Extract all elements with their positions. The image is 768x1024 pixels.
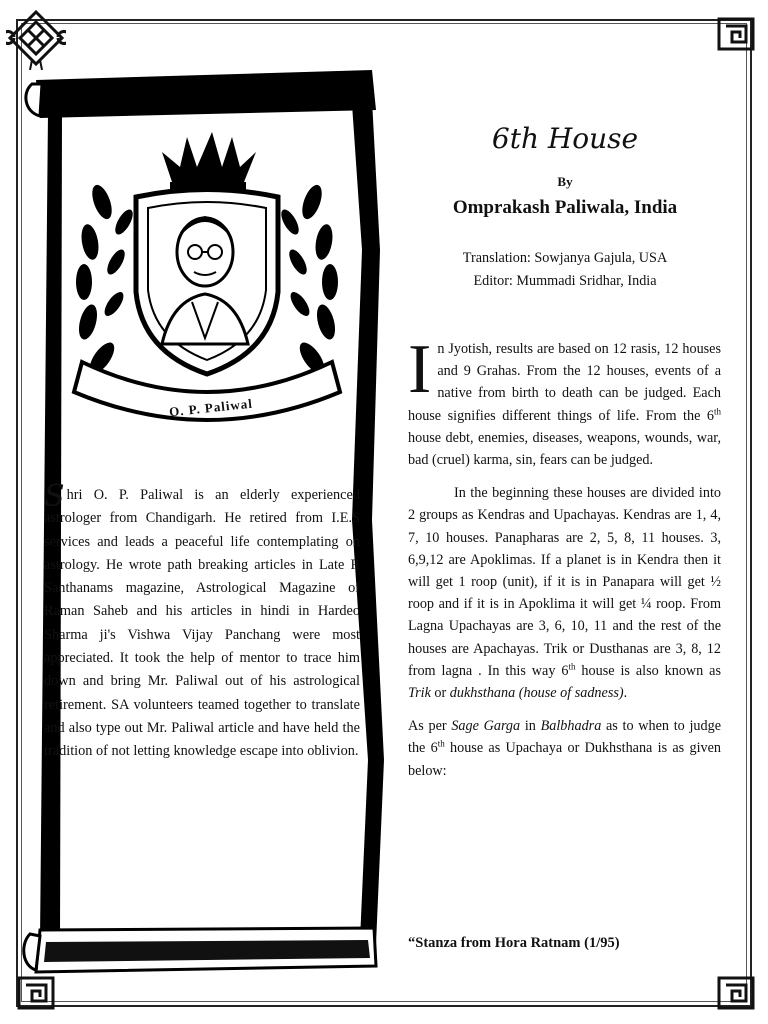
byline-label: By: [557, 174, 573, 189]
author-bio: [44, 479, 360, 764]
paragraph-1: In Jyotish, results are based on 12 rasis, 12 houses and 9 Grahas. From the 12 houses, events of a native from birth to death can be judged. Each house signifies different things of life. From the 6th house debt, enemies, diseases, weapons, wounds, war, bad (cruel) karma, sin, fears can be judged.: [408, 331, 721, 469]
greek-key-ornament-icon: [716, 16, 756, 52]
bio-text: hri O. P. Paliwal is an elderly experienced astrologer from Chandigarh. He retired from I.E.S services and leads a peaceful life contemplating on astrology. He wrote path breaking articles in Late R Santhanams magazine, Astrological Magazine of Raman Saheb and his articles in hindi in Hardeo Sharma ji's Vishwa Vijay Panchang were most appreciated. It took the help of mentor to trace him down and bring Mr. Paliwal out of his astrological retirement. SA volunteers teamed together to translate and also type out Mr. Paliwal article and have held the tradition of not letting knowledge escape into oblivion.: [44, 487, 360, 760]
article-author: Omprakash Paliwala, India: [452, 197, 678, 218]
paragraph-2: In the beginning these houses are divided into 2 groups as Kendras and Upachayas. Kendras are 1, 4, 7, 10 houses. Panapharas are 2, 5, 8, 11 houses. 3, 6,9,12 are Apoklimas. If a planet is in Kendra then it will get 1 roop (unit), if it is in Panapara will get ½ roop and if it is in Apoklima it will get ¼ roop. From Lagna Upachayas are 3, 6, 10, 11 and the rest of the houses are Apachayas. Trik or Dusthanas are 3, 8, 12 from lagna . In this way 6th house is also known as Trik or dukhsthana (house of sadness).: [408, 485, 722, 702]
translation-credit: Translation: Sowjanya Gajula, USA: [462, 250, 668, 266]
stanza-heading: “Stanza from Hora Ratnam (1/95): [408, 935, 620, 951]
bio-dropcap: S: [44, 479, 65, 514]
article-body: [408, 331, 722, 782]
article-title: 6th House: [491, 122, 639, 155]
editor-credit: Editor: Mummadi Sridhar, India: [473, 272, 657, 289]
paragraph-3: As per Sage Garga in Balbhadra as to when to judge the 6th house as Upachaya or Dukhsthana is as given below:: [408, 718, 721, 779]
crest-portrait-image: [62, 112, 352, 432]
greek-key-ornament-icon: [716, 975, 756, 1011]
dropcap-letter: I: [408, 331, 432, 408]
portrait-name-label: O. P. Paliwal: [168, 395, 254, 420]
credits: [400, 247, 730, 292]
